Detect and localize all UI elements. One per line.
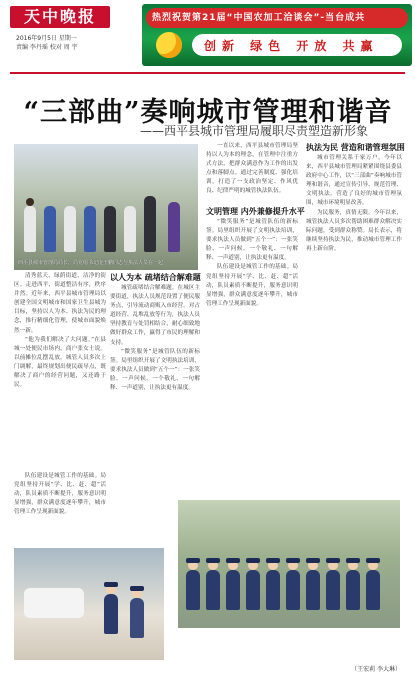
column-paragraph: 一直以来，西平县城市管理局坚持以人为本的理念，在管理中注重方式方法，把群众满意作为工作的出发点和落脚点。通过完善制度、强化培训，打造了一支政治坚定、作风优良、纪律严明的城管执法队伍。 xyxy=(206,143,298,195)
photo-caption: 西平县城市管理局局长、局党组书记庞玉鹏同志与执法人员在一起 xyxy=(18,260,164,266)
banner-slogan: 创新 绿色 开放 共赢 xyxy=(204,39,379,53)
photo-person xyxy=(44,206,56,252)
photo-person xyxy=(168,202,180,252)
section-title-3: 执法为民 营造和谐管理氛围 xyxy=(306,143,405,152)
article-column-3a xyxy=(206,142,298,202)
column-paragraph: 队伍建设是城管工作的基础。局党组坚持开展“学、比、赶、超”活动，队员素质不断提升，服务意识明显增强，群众满意度逐年攀升，城市管理工作呈现新面貌。 xyxy=(14,473,106,516)
column-paragraph: 城管疏堵结合解难题。在城区主要街道，执法人员规范设置了便民服务点，引导流动商贩入市经营。对占道经营、乱堆乱放等行为，执法人员坚持教育与处罚相结合，耐心细致地做好群众工作，赢得了市民的理解和支持。 xyxy=(110,285,200,346)
article-column-1b xyxy=(14,472,106,546)
article-column-4 xyxy=(306,154,402,496)
newspaper-logo: 天中晚报 xyxy=(10,6,110,28)
photo-officer xyxy=(104,594,118,634)
column-paragraph: 清秀蓝天、绿荫街道、洁净的街区。走进西平，街道整洁有序，秩序井然。近年来，西平县城市管理局以创建全国文明城市和国家卫生县城为目标，坚持以人为本、执法为民的理念，推行精细化管理，使城市面貌焕然一新。 xyxy=(14,273,106,334)
masthead xyxy=(0,0,415,72)
column-paragraph: 城市管理关系千家万户。今年以来，西平县城市管理局紧紧围绕县委县政府中心工作，以“三部曲”奏响城市管理和谐音，通过宣传引导、规范管理、文明执法，营造了良好的城市管理氛围，城市环境明显改善。 xyxy=(306,155,402,207)
column-paragraph: 队伍建设是城管工作的基础。局党组坚持开展“学、比、赶、超”活动，队员素质不断提升，服务意识明显增强，群众满意度逐年攀升，城市管理工作呈现新面貌。 xyxy=(206,264,298,307)
photo-person xyxy=(144,196,156,252)
column-paragraph: “他为我们解决了大问题。”在县城一处便民市场内，商户张女士说。以前摊位乱摆乱放，城管人员多次上门调解，最终规划出便民疏导点，既解决了商户的经营问题，又还路于民。 xyxy=(14,336,106,389)
article-photo-officials xyxy=(14,144,198,270)
column-paragraph: “微笑服务”是城管队伍的新标签。局里组织开展了文明执法培训，要求执法人员做到“五个一”：一张笑脸、一声问候、一个敬礼、一句解释、一声道别，让执法更有温度。 xyxy=(206,219,298,262)
photo-officer xyxy=(246,570,260,610)
photo-officer xyxy=(326,570,340,610)
header-rule xyxy=(10,72,405,74)
column-paragraph: “微笑服务”是城管队伍的新标签。局里组织开展了文明执法培训，要求执法人员做到“五个一”：一张笑脸、一声问候、一个敬礼、一句解释、一声道别，让执法更有温度。 xyxy=(110,348,200,392)
banner-emblem-icon xyxy=(156,32,182,58)
photo-car xyxy=(24,588,84,618)
article-photo-officers xyxy=(178,500,400,628)
photo-person xyxy=(104,206,116,252)
article-byline: （王宏莉 李大琳） xyxy=(351,666,401,673)
photo-officer xyxy=(206,570,220,610)
photo-person-head xyxy=(26,198,34,206)
photo-person xyxy=(84,206,96,252)
article-column-1 xyxy=(14,272,106,468)
photo-person xyxy=(24,206,36,252)
issue-editors: 责编 李丹瑶 校对 周 宇 xyxy=(16,44,78,51)
article-subhead: ——西平县城市管理局履职尽责塑造新形象 xyxy=(140,124,369,138)
photo-officer xyxy=(366,570,380,610)
photo-officer xyxy=(226,570,240,610)
photo-officer xyxy=(286,570,300,610)
promo-banner xyxy=(142,4,412,66)
banner-title-top: 热烈祝贺第21届“中国农加工洽谈会”-当台成共 xyxy=(152,13,366,23)
photo-officer xyxy=(186,570,200,610)
photo-officer xyxy=(266,570,280,610)
section-title-2: 文明管理 内外兼修提升水平 xyxy=(206,207,305,216)
article-column-3 xyxy=(206,218,298,494)
article-headline: “三部曲”奏响城市管理和谐音 xyxy=(23,97,393,128)
photo-officer xyxy=(346,570,360,610)
section-title-1: 以人为本 疏堵结合解难题 xyxy=(110,273,201,282)
issue-date: 2016年9月5日 星期一 xyxy=(16,35,77,42)
photo-officer xyxy=(130,598,144,638)
photo-person xyxy=(64,206,76,252)
photo-officer xyxy=(306,570,320,610)
article-photo-street xyxy=(14,548,164,660)
photo-person xyxy=(124,206,136,252)
issue-meta xyxy=(16,34,126,52)
column-paragraph: 为民服务，真情无限。今年以来，城管执法人员多次帮助困难群众解决实际问题，受到群众称赞。局长表示，将继续坚持执法为民，推动城市管理工作再上新台阶。 xyxy=(306,209,402,252)
